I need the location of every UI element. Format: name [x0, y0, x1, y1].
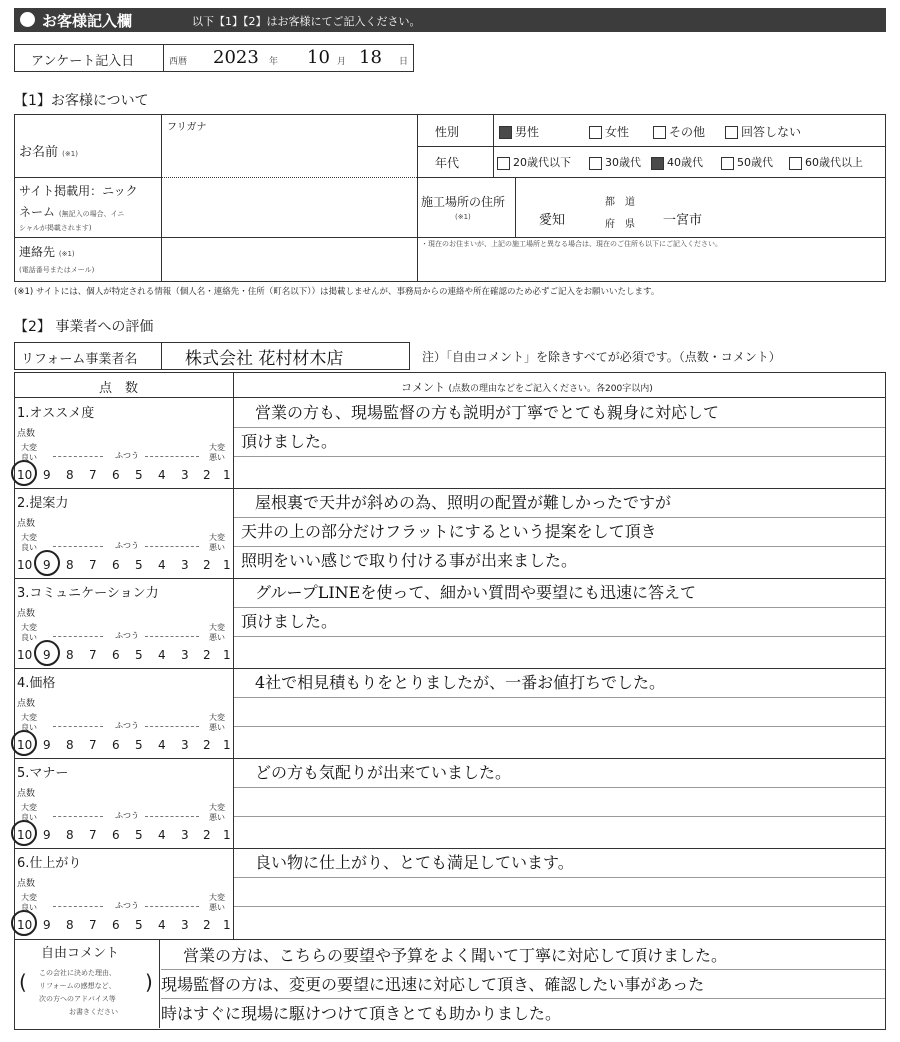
- nickname-note-2: シャルが掲載されます): [19, 224, 92, 232]
- age-option-label: 40歳代: [667, 156, 703, 169]
- selected-score-circle-icon: [34, 640, 60, 666]
- evaluation-row: [15, 668, 885, 758]
- age-label: 年代: [435, 156, 460, 170]
- scale-number[interactable]: 10: [17, 648, 33, 662]
- survey-date-day[interactable]: 18: [359, 47, 382, 68]
- checkbox-icon: [589, 126, 602, 139]
- scale-number[interactable]: 10: [17, 828, 33, 842]
- evaluation-row: [15, 578, 885, 668]
- scale-left-label-2: 良い: [21, 543, 37, 552]
- company-label: リフォーム事業者名: [21, 352, 138, 367]
- scale-left-label-1: 大変: [21, 533, 37, 542]
- privacy-footnote: (※1) サイトには、個人が特定される情報（個人名・連絡先・住所（町名以下））は掲載しませんが、事務局からの連絡や所在確認のため必ずご記入をお願いいたします。: [14, 287, 660, 297]
- scale-number[interactable]: 4: [158, 918, 166, 932]
- scale-number[interactable]: 9: [43, 558, 51, 572]
- scale-mid-label: ふつう: [115, 631, 139, 640]
- gender-option-no-answer[interactable]: [725, 123, 801, 140]
- checkbox-checked-icon: [651, 157, 664, 170]
- contact-note-2: (電話番号またはメール): [19, 266, 95, 274]
- scale-arrow-left-icon: [53, 816, 103, 817]
- required-note: 注）「自由コメント」を除きすべてが必須です。（点数・コメント）: [422, 350, 781, 364]
- age-option-label: 60歳代以上: [805, 156, 863, 169]
- col-header-score: 点 数: [99, 381, 139, 396]
- scale-left-label-1: 大変: [21, 803, 37, 812]
- comment-line[interactable]: 4社で相見積もりをとりましたが、一番お値打ちでした。: [255, 673, 666, 692]
- age-option-30s[interactable]: [589, 154, 641, 170]
- scale-number[interactable]: 6: [112, 648, 120, 662]
- selected-score-circle-icon: [11, 730, 37, 756]
- survey-date-month[interactable]: 10: [307, 47, 330, 68]
- scale-left-label-1: 大変: [21, 713, 37, 722]
- scale-right-label-2: 悪い: [209, 723, 225, 732]
- comment-line[interactable]: 頂けました。: [241, 432, 338, 451]
- scale-number[interactable]: 2: [203, 648, 211, 662]
- scale-arrow-left-icon: [53, 636, 103, 637]
- scale-number[interactable]: 6: [112, 738, 120, 752]
- scale-right-label-1: 大変: [209, 803, 225, 812]
- scale-number[interactable]: 3: [181, 468, 189, 482]
- contact-label: 連絡先: [19, 245, 56, 259]
- scale-number[interactable]: 8: [66, 738, 74, 752]
- address-note: (※1): [455, 213, 471, 221]
- address-city[interactable]: 一宮市: [663, 213, 703, 228]
- scale-number[interactable]: 2: [203, 738, 211, 752]
- scale-left-label-2: 良い: [21, 453, 37, 462]
- survey-date-label: アンケート記入日: [31, 54, 135, 69]
- scale-arrow-left-icon: [53, 726, 103, 727]
- scale-number[interactable]: 1: [223, 738, 231, 752]
- scale-number[interactable]: 8: [66, 828, 74, 842]
- checkbox-checked-icon: [499, 126, 512, 139]
- name-field[interactable]: [165, 131, 413, 175]
- survey-date-row: [14, 44, 414, 72]
- age-option-20s[interactable]: [497, 154, 571, 170]
- customer-info-table: [14, 114, 886, 282]
- section2-title: 【2】 事業者への評価: [14, 319, 154, 335]
- selected-score-circle-icon: [11, 460, 37, 486]
- scale-number[interactable]: 1: [223, 828, 231, 842]
- evaluation-row: [15, 398, 885, 488]
- age-option-50s[interactable]: [721, 154, 773, 170]
- scale-number[interactable]: 8: [66, 648, 74, 662]
- free-comment-bracket-left: (: [19, 970, 27, 994]
- evaluation-item-label: 4.価格: [17, 676, 56, 691]
- scale-left-label-2: 良い: [21, 903, 37, 912]
- comment-line[interactable]: 天井の上の部分だけフラットにするという提案をして頂き: [241, 522, 657, 541]
- header-title: お客様記入欄: [42, 12, 133, 30]
- scale-number[interactable]: 3: [181, 738, 189, 752]
- free-comment-note-3: 次の方へのアドバイス等: [39, 995, 116, 1003]
- address-label: 施工場所の住所: [421, 195, 506, 209]
- scale-point-label: 点数: [17, 429, 36, 439]
- header-subtitle: 以下【1】【2】はお客様にてご記入ください。: [192, 15, 421, 28]
- scale-arrow-left-icon: [53, 456, 103, 457]
- gender-option-label: 回答しない: [741, 125, 802, 139]
- comment-line[interactable]: 照明をいい感じで取り付ける事が出来ました。: [241, 551, 578, 570]
- scale-number[interactable]: 7: [89, 468, 97, 482]
- scale-left-label-2: 良い: [21, 633, 37, 642]
- scale-number[interactable]: 5: [135, 828, 143, 842]
- evaluation-item-label: 1.オススメ度: [17, 406, 95, 421]
- nickname-label-2: ネーム: [19, 205, 56, 219]
- evaluation-item-label: 6.仕上がり: [17, 856, 82, 871]
- scale-right-label-2: 悪い: [209, 633, 225, 642]
- comment-line[interactable]: 頂けました。: [241, 612, 338, 631]
- comment-line[interactable]: 良い物に仕上がり、とても満足しています。: [255, 853, 574, 872]
- scale-right-label-2: 悪い: [209, 903, 225, 912]
- gender-label: 性別: [435, 125, 460, 139]
- gender-option-other[interactable]: [653, 123, 705, 140]
- scale-number[interactable]: 5: [135, 468, 143, 482]
- scale-number[interactable]: 2: [203, 918, 211, 932]
- scale-arrow-left-icon: [53, 546, 103, 547]
- scale-left-label-1: 大変: [21, 443, 37, 452]
- scale-number[interactable]: 10: [17, 738, 33, 752]
- scale-number[interactable]: 5: [135, 558, 143, 572]
- free-comment-bracket-right: ): [145, 970, 153, 994]
- scale-number[interactable]: 4: [158, 828, 166, 842]
- scale-number[interactable]: 8: [66, 918, 74, 932]
- scale-arrow-left-icon: [53, 906, 103, 907]
- scale-point-label: 点数: [17, 879, 36, 889]
- header-bullet-icon: [20, 12, 35, 27]
- selected-score-circle-icon: [11, 910, 37, 936]
- scale-number[interactable]: 3: [181, 828, 189, 842]
- scale-right-label-2: 悪い: [209, 813, 225, 822]
- free-comment-line[interactable]: 営業の方は、こちらの要望や予算をよく聞いて丁寧に対応して頂けました。: [183, 946, 728, 965]
- evaluation-item-label: 2.提案力: [17, 496, 69, 511]
- free-comment-note-1: この会社に決めた理由、: [39, 969, 116, 977]
- scale-number[interactable]: 3: [181, 558, 189, 572]
- scale-number[interactable]: 8: [66, 558, 74, 572]
- scale-number[interactable]: 9: [43, 648, 51, 662]
- nickname-label-2-wrap: [19, 203, 124, 220]
- evaluation-table: [14, 372, 886, 940]
- scale-number[interactable]: 10: [17, 558, 33, 572]
- survey-date-year-unit: 年: [269, 57, 279, 67]
- scale-point-label: 点数: [17, 789, 36, 799]
- scale-left-label-2: 良い: [21, 723, 37, 732]
- scale-number[interactable]: 6: [112, 828, 120, 842]
- scale-arrow-right-icon: [145, 726, 199, 727]
- scale-number[interactable]: 2: [203, 468, 211, 482]
- scale-number[interactable]: 7: [89, 648, 97, 662]
- evaluation-item-label: 5.マナー: [17, 766, 69, 781]
- scale-number[interactable]: 7: [89, 828, 97, 842]
- scale-mid-label: ふつう: [115, 721, 139, 730]
- age-option-label: 50歳代: [737, 156, 773, 169]
- scale-number[interactable]: 8: [66, 468, 74, 482]
- scale-left-label-1: 大変: [21, 623, 37, 632]
- scale-number[interactable]: 6: [112, 558, 120, 572]
- scale-number[interactable]: 7: [89, 918, 97, 932]
- scale-number[interactable]: 2: [203, 828, 211, 842]
- free-comment-line[interactable]: 時はすぐに現場に駆けつけて頂きとても助かりました。: [161, 1004, 562, 1023]
- scale-number[interactable]: 9: [43, 468, 51, 482]
- scale-number[interactable]: 3: [181, 918, 189, 932]
- nickname-field[interactable]: [165, 181, 413, 235]
- scale-number[interactable]: 4: [158, 738, 166, 752]
- scale-mid-label: ふつう: [115, 901, 139, 910]
- scale-number[interactable]: 1: [223, 558, 231, 572]
- scale-arrow-right-icon: [145, 456, 199, 457]
- company-row: [14, 342, 410, 370]
- comment-line[interactable]: グループLINEを使って、細かい質問や要望にも迅速に答えて: [255, 583, 697, 602]
- scale-left-label-2: 良い: [21, 813, 37, 822]
- checkbox-icon: [725, 126, 738, 139]
- nickname-note-1: (無記入の場合、イニ: [58, 210, 125, 218]
- survey-date-month-unit: 月: [337, 57, 347, 67]
- evaluation-row: [15, 488, 885, 578]
- survey-date-era: 西暦: [169, 57, 188, 67]
- scale-number[interactable]: 3: [181, 648, 189, 662]
- gender-option-label: 男性: [515, 125, 540, 139]
- evaluation-row: [15, 758, 885, 848]
- scale-number[interactable]: 4: [158, 648, 166, 662]
- gender-option-female[interactable]: [589, 123, 629, 140]
- scale-number[interactable]: 1: [223, 648, 231, 662]
- scale-number[interactable]: 4: [158, 468, 166, 482]
- gender-option-male[interactable]: [499, 123, 539, 140]
- scale-point-label: 点数: [17, 609, 36, 619]
- checkbox-icon: [789, 157, 802, 170]
- scale-number[interactable]: 7: [89, 558, 97, 572]
- scale-number[interactable]: 9: [43, 828, 51, 842]
- scale-left-label-1: 大変: [21, 893, 37, 902]
- contact-label-wrap: [19, 243, 75, 260]
- scale-number[interactable]: 5: [135, 918, 143, 932]
- scale-number[interactable]: 10: [17, 918, 33, 932]
- scale-point-label: 点数: [17, 699, 36, 709]
- scale-number[interactable]: 6: [112, 468, 120, 482]
- scale-right-label-2: 悪い: [209, 453, 225, 462]
- scale-number[interactable]: 10: [17, 468, 33, 482]
- checkbox-icon: [589, 157, 602, 170]
- checkbox-icon: [653, 126, 666, 139]
- scale-number[interactable]: 9: [43, 738, 51, 752]
- contact-note-1: (※1): [58, 250, 75, 258]
- company-name[interactable]: 株式会社 花村材木店: [185, 349, 344, 369]
- scale-number[interactable]: 1: [223, 468, 231, 482]
- free-comment-note-2: リフォームの感想など、: [39, 982, 116, 990]
- comment-line[interactable]: 屋根裏で天井が斜めの為、照明の配置が難しかったですが: [255, 493, 672, 512]
- scale-right-label-2: 悪い: [209, 543, 225, 552]
- scale-number[interactable]: 1: [223, 918, 231, 932]
- scale-number[interactable]: 7: [89, 738, 97, 752]
- scale-arrow-right-icon: [145, 906, 199, 907]
- header-bar: [14, 8, 886, 32]
- nickname-label-1: サイト掲載用：ニック: [19, 184, 138, 198]
- scale-mid-label: ふつう: [115, 541, 139, 550]
- scale-number[interactable]: 9: [43, 918, 51, 932]
- contact-field[interactable]: [165, 241, 413, 279]
- comment-line[interactable]: 営業の方も、現場監督の方も説明が丁寧でとても親身に対応して: [255, 403, 720, 422]
- scale-number[interactable]: 6: [112, 918, 120, 932]
- address-pref-units-top: 都 道: [605, 197, 635, 208]
- scale-number[interactable]: 5: [135, 738, 143, 752]
- age-option-60s[interactable]: [789, 154, 863, 170]
- free-comment-line[interactable]: 現場監督の方は、変更の要望に迅速に対応して頂き、確認したい事があった: [161, 975, 705, 994]
- survey-date-day-unit: 日: [399, 57, 409, 67]
- survey-date-year[interactable]: 2023: [213, 47, 259, 68]
- scale-right-label-1: 大変: [209, 533, 225, 542]
- age-option-label: 20歳代以下: [513, 156, 571, 169]
- col-header-comment-note: (点数の理由などをご記入ください。各200字以内): [448, 384, 653, 394]
- gender-option-label: 女性: [605, 125, 630, 139]
- name-label-text: お名前: [19, 145, 59, 160]
- selected-score-circle-icon: [11, 820, 37, 846]
- evaluation-item-label: 3.コミュニケーション力: [17, 586, 159, 601]
- checkbox-icon: [721, 157, 734, 170]
- gender-option-label: その他: [669, 125, 706, 139]
- comment-line[interactable]: どの方も気配りが出来ていました。: [255, 763, 512, 782]
- scale-right-label-1: 大変: [209, 713, 225, 722]
- scale-number[interactable]: 2: [203, 558, 211, 572]
- scale-arrow-right-icon: [145, 546, 199, 547]
- col-header-comment-wrap: [401, 379, 653, 395]
- scale-right-label-1: 大変: [209, 623, 225, 632]
- free-comment-label: 自由コメント: [41, 946, 120, 961]
- scale-arrow-right-icon: [145, 636, 199, 637]
- scale-number[interactable]: 5: [135, 648, 143, 662]
- scale-number[interactable]: 4: [158, 558, 166, 572]
- address-footnote: ・現在のお住まいが、上記の施工場所と異なる場合は、現在のご住所も以下にご記入ください。: [421, 240, 722, 248]
- col-header-comment: コメント: [401, 381, 445, 394]
- free-comment-block: [14, 940, 886, 1030]
- furigana-label: フリガナ: [167, 122, 207, 133]
- age-option-label: 30歳代: [605, 156, 641, 169]
- evaluation-row: [15, 848, 885, 938]
- section1-title: 【1】お客様について: [14, 93, 149, 109]
- scale-mid-label: ふつう: [115, 451, 139, 460]
- name-label-note: (※1): [62, 150, 78, 158]
- scale-arrow-right-icon: [145, 816, 199, 817]
- checkbox-icon: [497, 157, 510, 170]
- selected-score-circle-icon: [34, 550, 60, 576]
- address-pref-units-bottom: 府 県: [605, 219, 635, 230]
- scale-point-label: 点数: [17, 519, 36, 529]
- age-option-40s[interactable]: [651, 154, 703, 170]
- address-prefecture[interactable]: 愛知: [539, 213, 566, 228]
- name-label: [19, 141, 78, 160]
- scale-mid-label: ふつう: [115, 811, 139, 820]
- free-comment-note-4: お書きください: [69, 1008, 118, 1016]
- scale-right-label-1: 大変: [209, 893, 225, 902]
- scale-right-label-1: 大変: [209, 443, 225, 452]
